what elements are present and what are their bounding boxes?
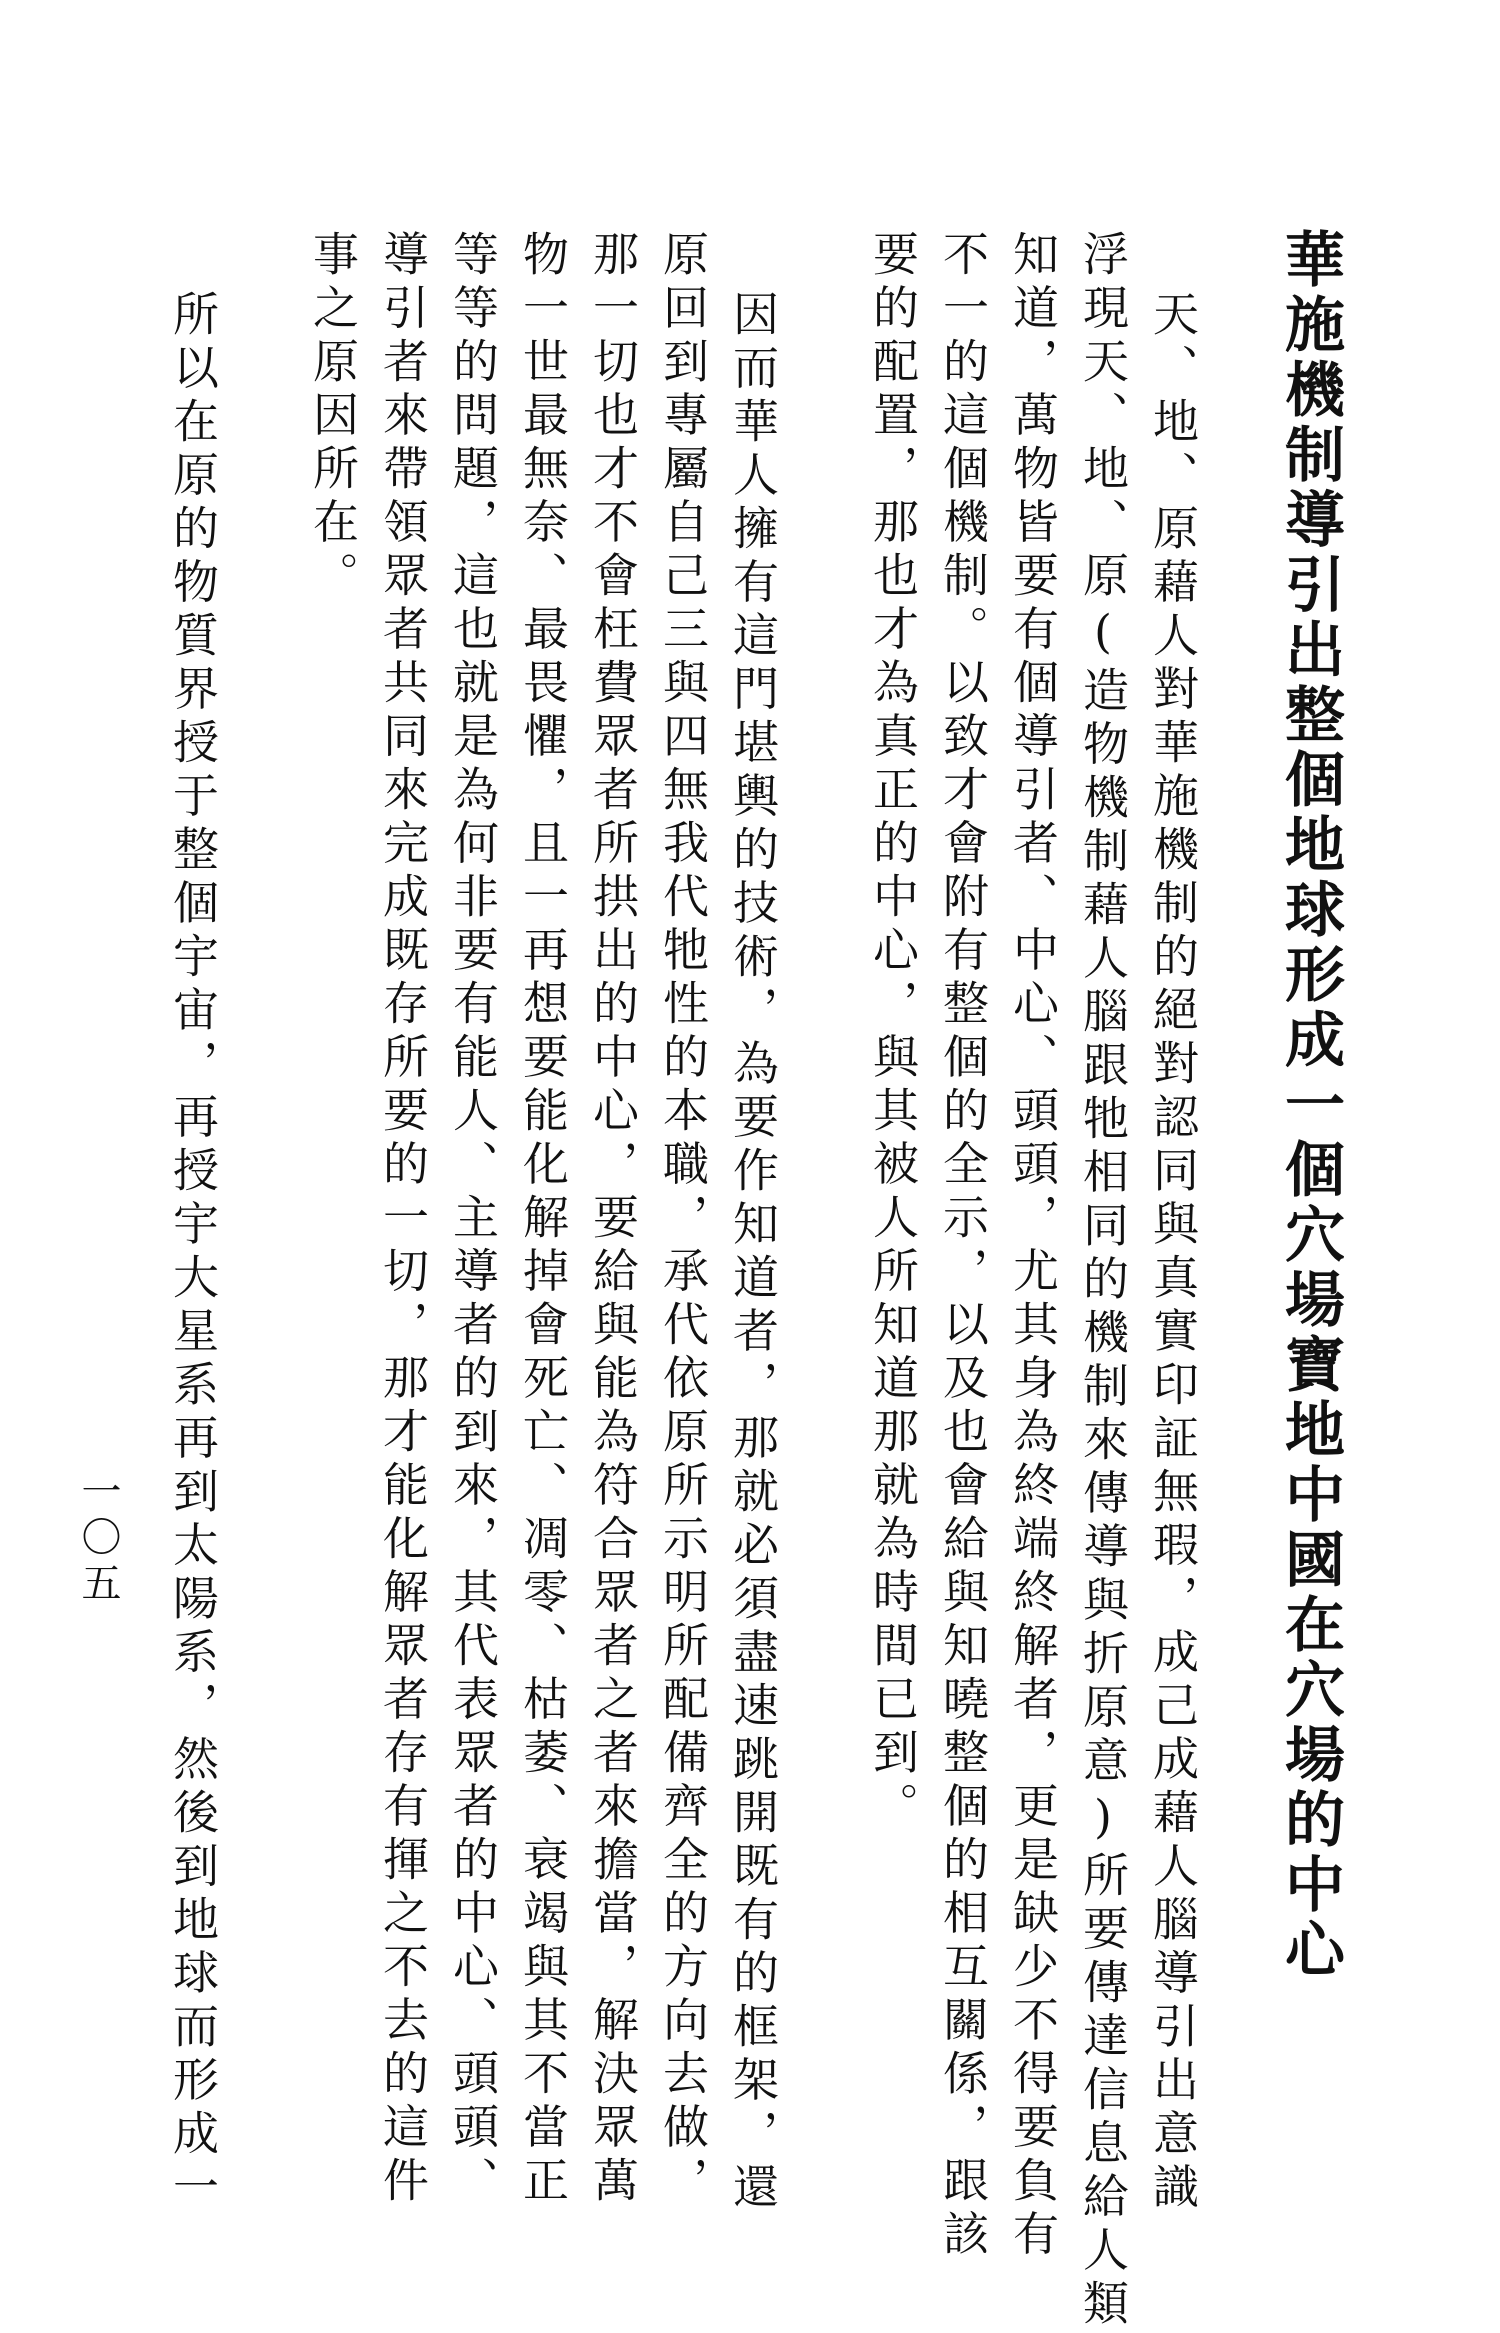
text-column: 要的配置，那也才為真正的中心，與其被人所知道那就為時間已到。 [866, 230, 920, 1835]
text-column: 因而華人擁有這門堪輿的技術，為要作知道者，那就必須盡速跳開既有的框架，還 [726, 290, 780, 2216]
text-column: 物一世最無奈、最畏懼，且一再想要能化解掉會死亡、凋零、枯萎、衰竭與其不當正 [516, 230, 570, 2210]
page-number: 一〇五 [75, 1470, 121, 1608]
text-column: 等等的問題，這也就是為何非要有能人、主導者的到來，其代表眾者的中心、頭頭、 [446, 230, 500, 2210]
page-title: 華施機制導引出整個地球形成一個穴場寶地中國在穴場的中心 [1275, 228, 1345, 1983]
text-column: 不一的這個機制。以致才會附有整個的全示，以及也會給與知曉整個的相互關係，跟該 [936, 230, 990, 2263]
text-column: 事之原因所在。 [306, 230, 360, 605]
text-column: 知道，萬物皆要有個導引者、中心、頭頭，尤其身為終端終解者，更是缺少不得要負有 [1006, 230, 1060, 2263]
text-column: 那一切也才不會枉費眾者所拱出的中心，要給與能為符合眾者之者來擔當，解決眾萬 [586, 230, 640, 2210]
text-column: 導引者來帶領眾者共同來完成既存所要的一切，那才能化解眾者存有揮之不去的這件 [376, 230, 430, 2210]
text-column: 所以在原的物質界授于整個宇宙，再授宇大星系再到太陽系，然後到地球而形成一 [166, 290, 220, 2216]
text-column: 浮現天、地、原(造物機制藉人腦跟牠相同的機制來傳導與折原意)所要傳達信息給人類 [1076, 230, 1130, 2333]
text-column: 天、地、原藉人對華施機制的絕對認同與真實印証無瑕，成己成藉人腦導引出意識 [1146, 290, 1200, 2216]
text-column: 原回到專屬自己三與四無我代牠性的本職，承代依原所示明所配備齊全的方向去做， [656, 230, 710, 2210]
